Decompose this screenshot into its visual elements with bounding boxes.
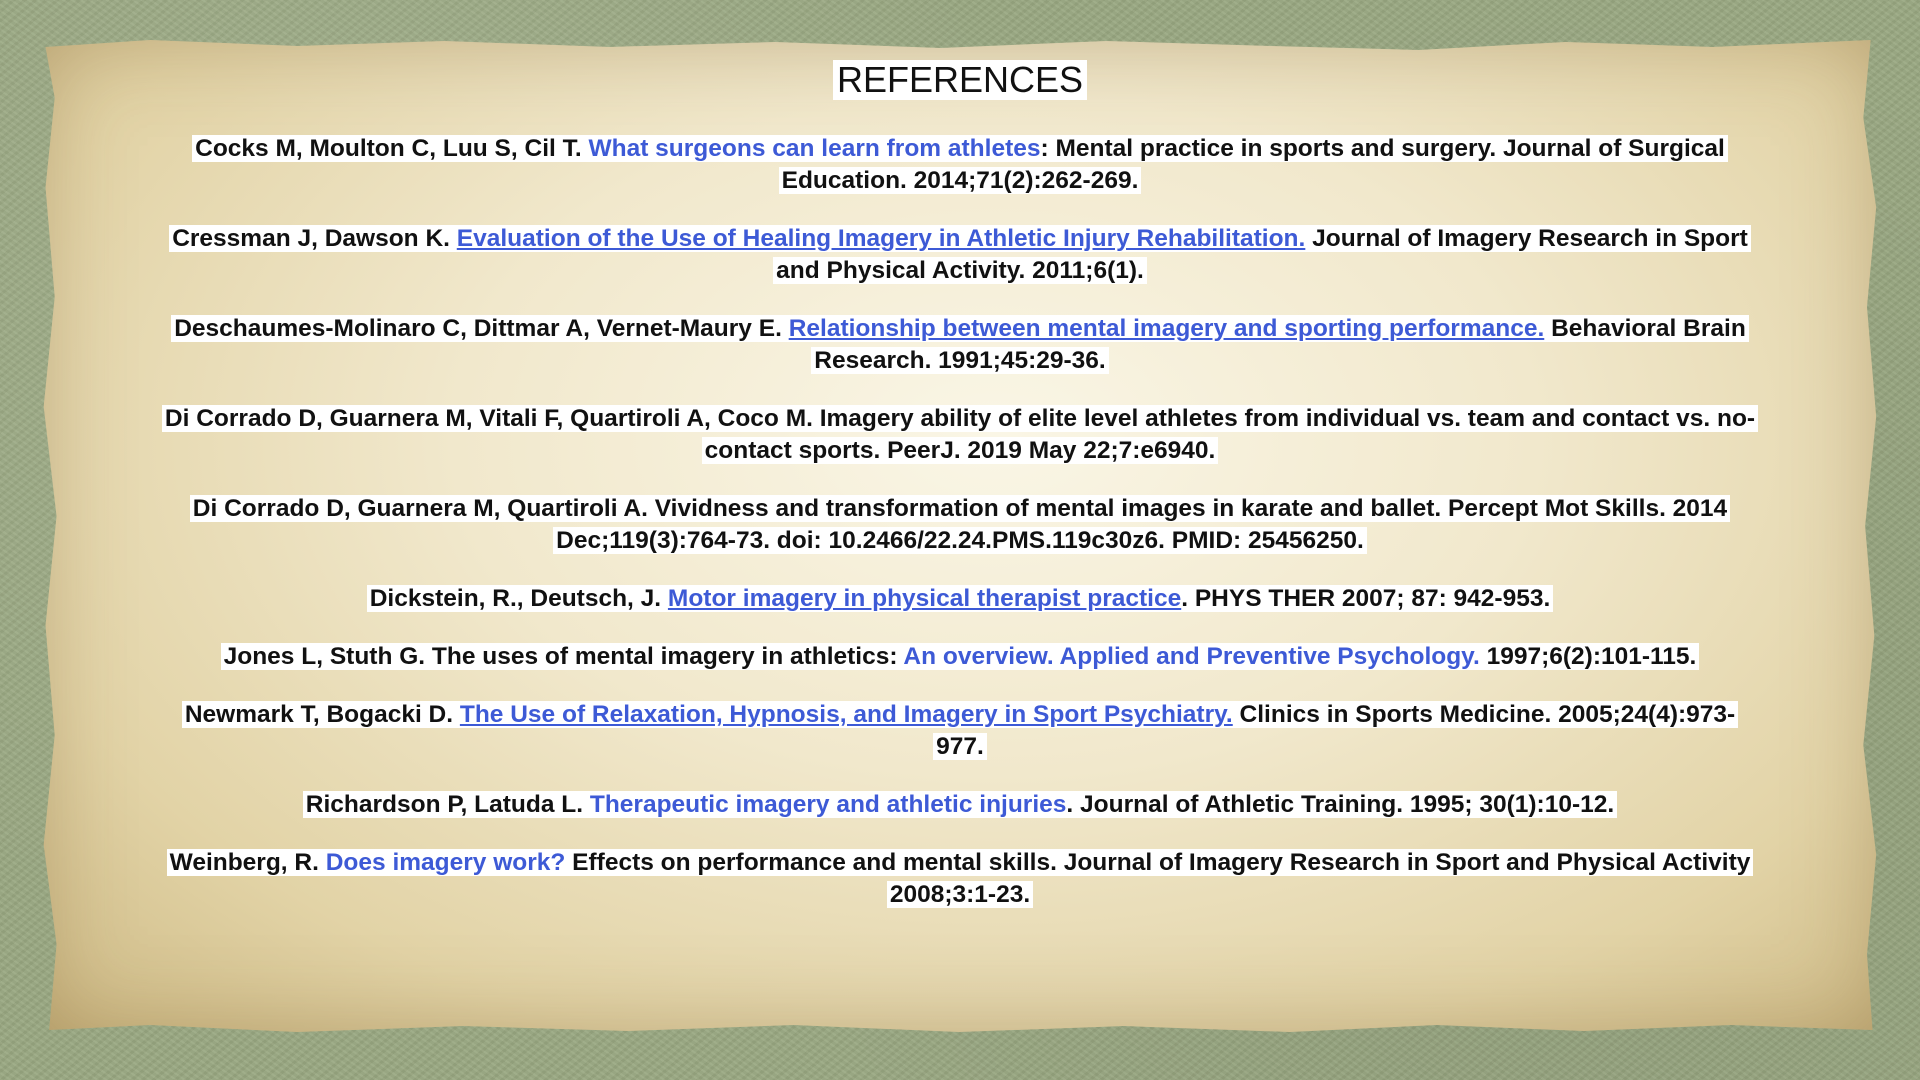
reference-source: Behavioral Brain Research. 1991;45:29-36. — [814, 315, 1746, 374]
slide-title: REFERENCES — [833, 60, 1087, 100]
reference-text — [192, 135, 1728, 194]
reference-item — [160, 847, 1760, 911]
reference-link[interactable]: Therapeutic imagery and athletic injuries — [589, 791, 1067, 818]
reference-source: . PHYS THER 2007; 87: 942-953. — [1181, 585, 1551, 612]
reference-source: 1997;6(2):101-115. — [1479, 643, 1697, 670]
reference-text — [169, 225, 1751, 284]
reference-item — [160, 789, 1760, 821]
reference-source: : Mental practice in sports and surgery. Journal of Surgical Education. 2014;71(2):262-269. — [781, 135, 1725, 194]
reference-source: Journal of Imagery Research in Sport and Physical Activity. 2011;6(1). — [776, 225, 1748, 284]
reference-link[interactable]: Does imagery work? — [325, 849, 566, 876]
reference-text — [367, 585, 1554, 612]
reference-source: Clinics in Sports Medicine. 2005;24(4):973-977. — [936, 701, 1736, 760]
reference-item — [160, 583, 1760, 615]
reference-item — [160, 641, 1760, 673]
reference-authors: Weinberg, R. — [169, 849, 326, 876]
reference-item — [160, 133, 1760, 197]
reference-item — [160, 403, 1760, 467]
slide-title-container — [0, 60, 1920, 100]
reference-authors: Dickstein, R., Deutsch, J. — [369, 585, 668, 612]
reference-link[interactable]: What surgeons can learn from athletes — [588, 135, 1041, 162]
reference-link[interactable]: The Use of Relaxation, Hypnosis, and Imagery in Sport Psychiatry. — [459, 701, 1233, 728]
reference-text — [303, 791, 1617, 818]
reference-item — [160, 313, 1760, 377]
reference-text — [221, 643, 1700, 670]
reference-text — [182, 701, 1738, 760]
reference-authors: Newmark T, Bogacki D. — [184, 701, 460, 728]
reference-authors: Deschaumes-Molinaro C, Dittmar A, Vernet-Maury E. — [174, 315, 789, 342]
reference-source: . Journal of Athletic Training. 1995; 30(1):10-12. — [1066, 791, 1615, 818]
reference-link[interactable]: Evaluation of the Use of Healing Imagery in Athletic Injury Rehabilitation. — [456, 225, 1306, 252]
reference-link[interactable]: Relationship between mental imagery and sporting performance. — [788, 315, 1545, 342]
reference-authors: Richardson P, Latuda L. — [305, 791, 590, 818]
reference-link[interactable]: Motor imagery in physical therapist practice — [667, 585, 1182, 612]
reference-item — [160, 223, 1760, 287]
reference-item — [160, 493, 1760, 557]
reference-citation: Di Corrado D, Guarnera M, Vitali F, Quartiroli A, Coco M. Imagery ability of elite level athletes from individual vs. team and contact vs. no-contact sports. PeerJ. 2019 May 22;7:e6940. — [164, 405, 1756, 464]
references-list — [160, 133, 1760, 937]
reference-citation: Di Corrado D, Guarnera M, Quartiroli A. Vividness and transformation of mental images in karate and ballet. Percept Mot Skills. 2014 Dec;119(3):764-73. doi: 10.2466/22.24.PMS.119c30z6. PMID: 25456250. — [192, 495, 1728, 554]
reference-authors: Cressman J, Dawson K. — [172, 225, 457, 252]
reference-item — [160, 699, 1760, 763]
reference-authors: Jones L, Stuth G. The uses of mental imagery in athletics: — [223, 643, 904, 670]
reference-text — [171, 315, 1749, 374]
reference-source: Effects on performance and mental skills. Journal of Imagery Research in Sport and Physical Activity 2008;3:1-23. — [565, 849, 1751, 908]
reference-authors: Cocks M, Moulton C, Luu S, Cil T. — [195, 135, 589, 162]
reference-text — [167, 849, 1754, 908]
reference-text — [162, 405, 1758, 464]
reference-link[interactable]: An overview. Applied and Preventive Psychology. — [903, 643, 1480, 670]
reference-text — [190, 495, 1730, 554]
